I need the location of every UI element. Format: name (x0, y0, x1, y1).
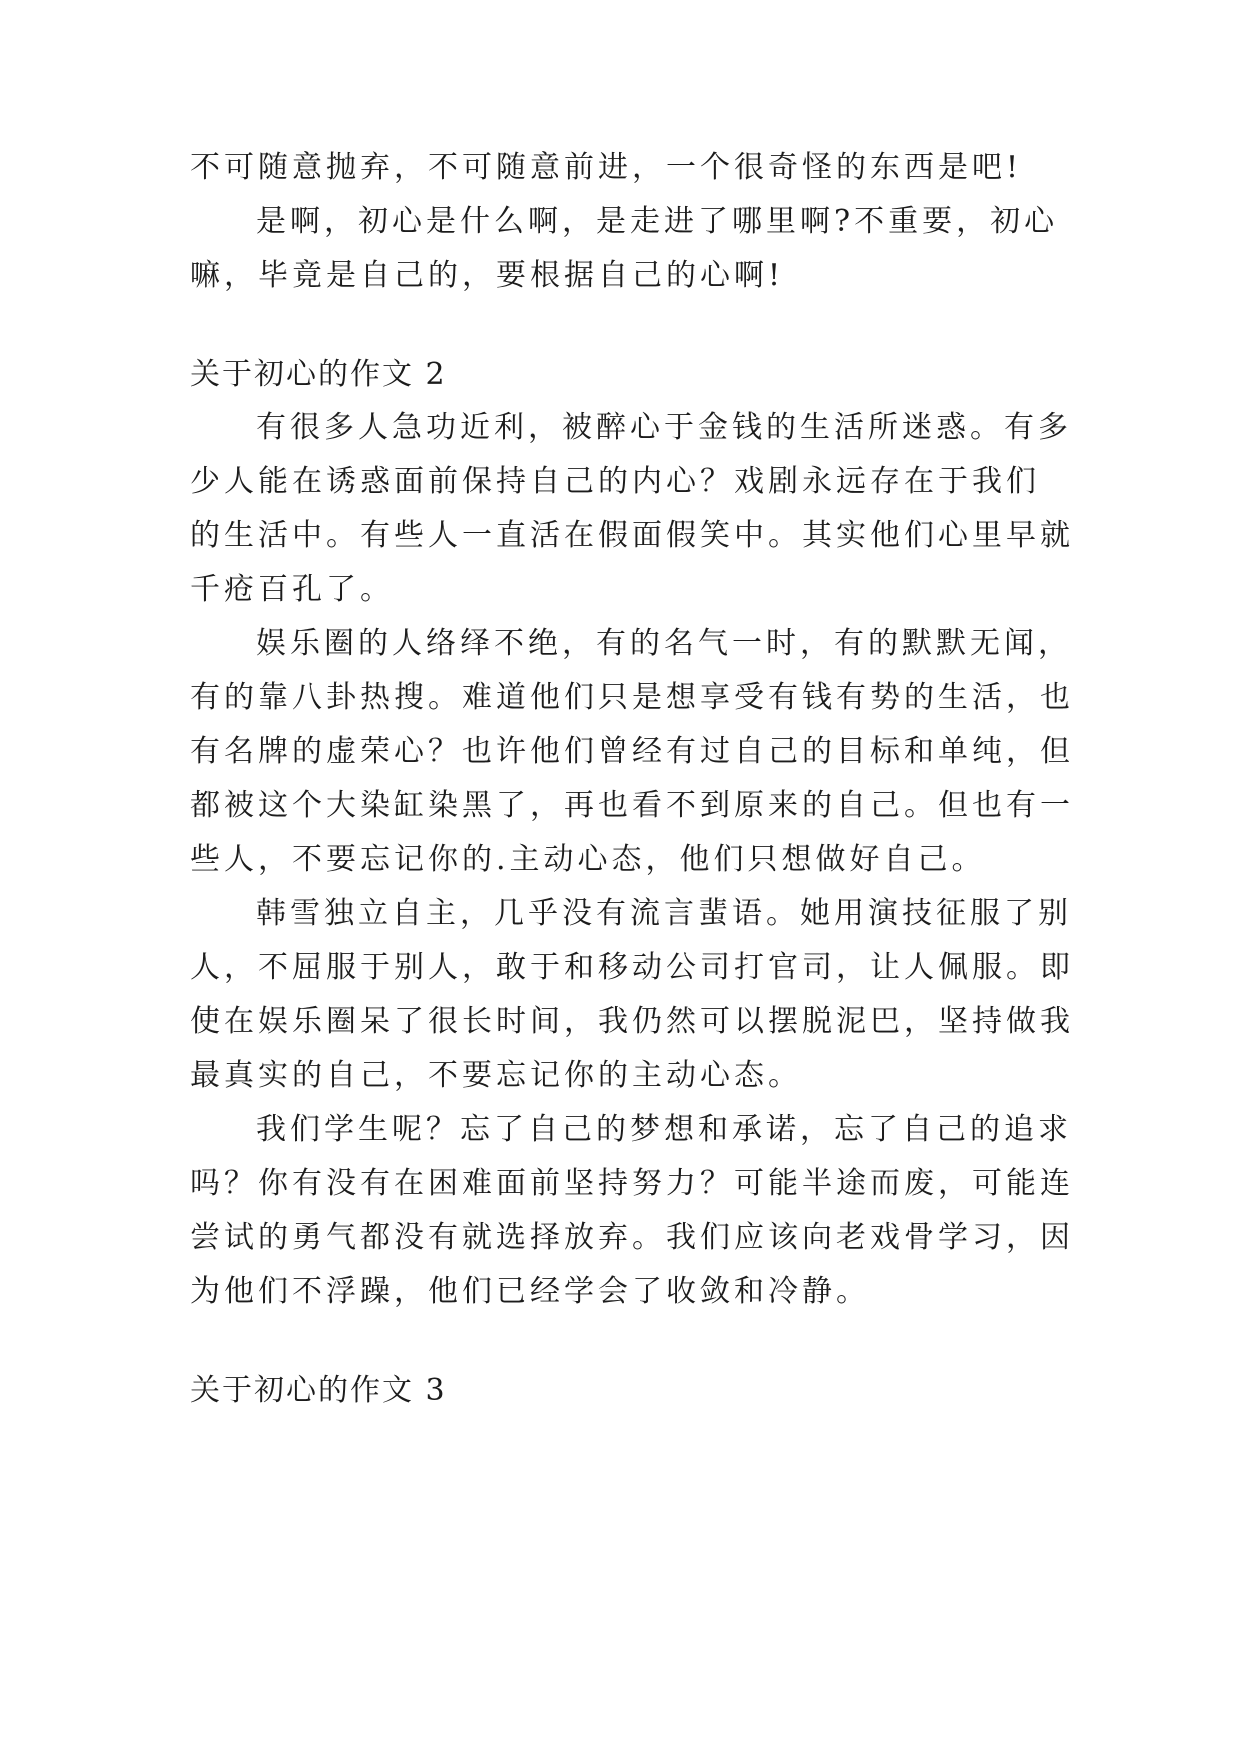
text-line: 吗？你有没有在困难面前坚持努力？可能半途而废，可能连 (190, 1166, 1074, 1201)
text-line: 韩雪独立自主，几乎没有流言蜚语。她用演技征服了别 (256, 896, 1072, 931)
text-line: 少人能在诱惑面前保持自己的内心？戏剧永远存在于我们 (190, 464, 1040, 499)
text-line: 千疮百孔了。 (190, 572, 394, 607)
text-line: 是啊，初心是什么啊，是走进了哪里啊?不重要，初心 (256, 204, 1059, 239)
text-line: 不可随意抛弃，不可随意前进，一个很奇怪的东西是吧! (190, 150, 1023, 185)
text-line: 有很多人急功近利，被醉心于金钱的生活所迷惑。有多 (256, 410, 1072, 445)
section-heading: 关于初心的作文 3 (190, 1373, 447, 1408)
text-line: 有的靠八卦热搜。难道他们只是想享受有钱有势的生活，也 (190, 680, 1074, 715)
text-line: 使在娱乐圈呆了很长时间，我仍然可以摆脱泥巴，坚持做我 (190, 1004, 1074, 1039)
text-line: 都被这个大染缸染黑了，再也看不到原来的自己。但也有一 (190, 788, 1074, 823)
text-line: 些人，不要忘记你的.主动心态，他们只想做好自己。 (190, 842, 986, 877)
text-line: 尝试的勇气都没有就选择放弃。我们应该向老戏骨学习，因 (190, 1220, 1074, 1255)
text-line: 我们学生呢？忘了自己的梦想和承诺，忘了自己的追求 (256, 1112, 1072, 1147)
text-line: 嘛，毕竟是自己的，要根据自己的心啊! (190, 258, 785, 293)
text-line: 人，不屈服于别人，敢于和移动公司打官司，让人佩服。即 (190, 950, 1074, 985)
text-line: 的生活中。有些人一直活在假面假笑中。其实他们心里早就 (190, 518, 1074, 553)
text-line: 为他们不浮躁，他们已经学会了收敛和冷静。 (190, 1274, 870, 1309)
text-line: 有名牌的虚荣心？也许他们曾经有过自己的目标和单纯，但 (190, 734, 1074, 769)
section-heading: 关于初心的作文 2 (190, 357, 447, 392)
text-line: 最真实的自己，不要忘记你的主动心态。 (190, 1058, 802, 1093)
text-line: 娱乐圈的人络绎不绝，有的名气一时，有的默默无闻， (256, 626, 1072, 661)
